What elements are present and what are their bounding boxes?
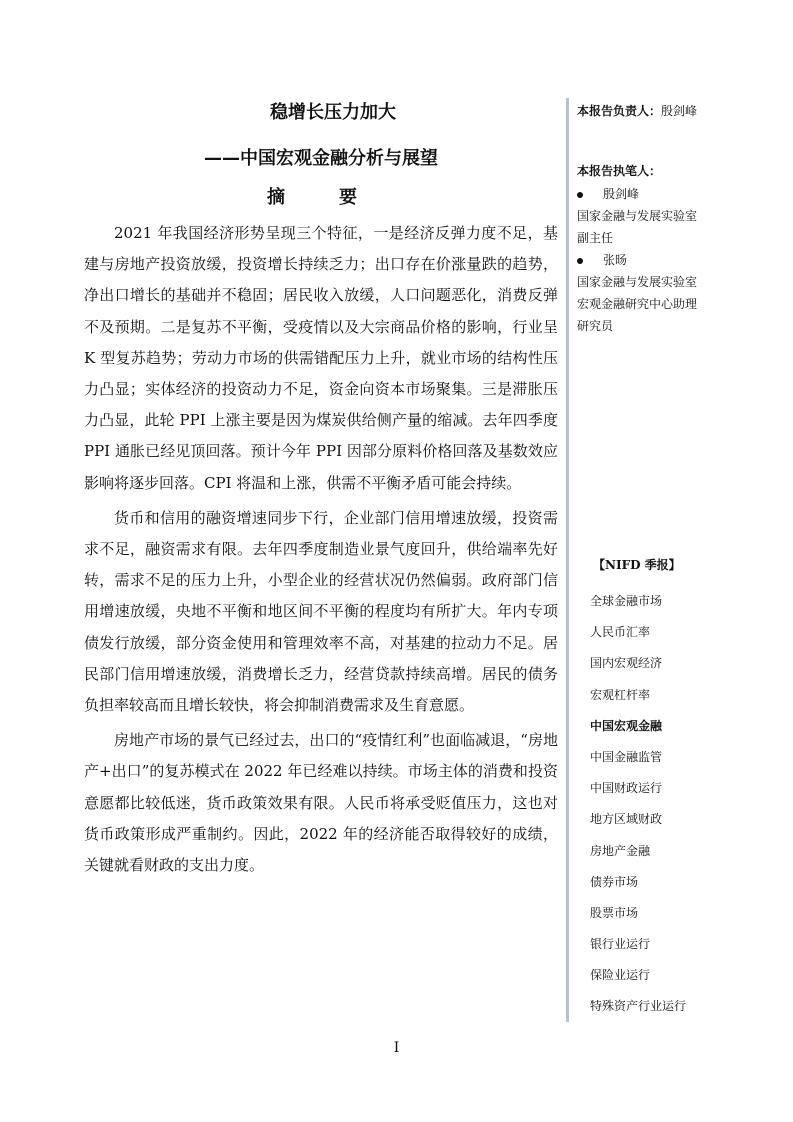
series-item-rmb-exchange-rate: 人民币汇率 — [590, 625, 651, 640]
page-number: I — [393, 1040, 400, 1056]
author-2-name: 张旸 — [603, 253, 628, 267]
series-item-insurance-operation: 保险业运行 — [590, 968, 651, 983]
series-item-bond-market: 债券市场 — [590, 874, 639, 889]
series-item-local-regional-finance: 地方区域财政 — [590, 812, 663, 827]
responsible-label: 本报告负责人： — [577, 104, 662, 118]
series-item-financial-regulation: 中国金融监管 — [590, 749, 663, 764]
series-item-special-assets: 特殊资产行业运行 — [590, 999, 687, 1014]
author-1-title-line-1: 国家金融与发展实验室 — [577, 209, 698, 223]
series-item-domestic-macro-economy: 国内宏观经济 — [590, 656, 663, 671]
bullet-icon — [577, 258, 583, 264]
series-heading: 【NIFD 季报】 — [593, 558, 681, 572]
author-1-name: 殷剑峰 — [603, 187, 640, 201]
series-item-fiscal-operation: 中国财政运行 — [590, 781, 663, 796]
series-item-china-macro-finance: 中国宏观金融 — [590, 718, 663, 733]
series-item-global-financial-markets: 全球金融市场 — [590, 594, 663, 608]
sidebar-credits — [577, 100, 777, 337]
author-2-title-line-1: 国家金融与发展实验室 — [577, 275, 698, 289]
author-2-title-line-3: 研究员 — [577, 319, 614, 333]
author-2-name-line — [577, 249, 777, 271]
main-column — [84, 98, 558, 881]
series-nav — [590, 555, 780, 1023]
author-1-title-line-2: 副主任 — [577, 231, 614, 245]
responsible-line — [577, 100, 777, 122]
series-item-banking-operation: 银行业运行 — [590, 937, 651, 952]
responsible-name: 殷剑峰 — [661, 104, 698, 118]
report-title: 稳增长压力加大 — [270, 102, 396, 123]
abstract-heading: 摘 要 — [267, 187, 375, 208]
abstract-paragraph-2: 货币和信用的融资增速同步下行，企业部门信用增速放缓，投资需求不足，融资需求有限。去年四季度制造业景气度回升，供给端率先好转，需求不足的压力上升，小型企业的经营状况仍然偏弱。政府部门信用增速放缓，央地不平衡和地区间不平衡的程度均有所扩大。年内专项债发行放缓，部分资金使用和管理效率不高，对基建的拉动力不足。居民部门信用增速放缓，消费增长乏力，经营贷款持续高增。居民的债务负担率较高而且增长较快，将会抑制消费需求及生育意愿。 — [84, 508, 558, 715]
series-item-stock-market: 股票市场 — [590, 905, 639, 920]
abstract-paragraph-1: 2021 年我国经济形势呈现三个特征，一是经济反弹力度不足，基建与房地产投资放缓，投资增长持续乏力；出口存在价涨量跌的趋势，净出口增长的基础并不稳固；居民收入放缓，人口问题恶化，消费反弹不及预期。二是复苏不平衡，受疫情以及大宗商品价格的影响，行业呈 K 型复苏趋势；劳动力市场的供需错配压力上升，就业市场的结构性压力凸显；实体经济的投资动力不足，资金向资本市场聚集。三是滞胀压力凸显，此轮 PPI 上涨主要是因为煤炭供给侧产量的缩减。去年四季度 PPI 通胀已经见顶回落。预计今年 PPI 因部分原料价格回落及基数效应影响将逐步回落。CPI 将温和上涨，供需不平衡矛盾可能会持续。 — [84, 224, 558, 492]
author-2-title-line-2: 宏观金融研究中心助理 — [577, 297, 698, 311]
author-1-name-line — [577, 183, 777, 205]
sidebar-divider — [566, 98, 569, 1022]
series-item-macro-leverage: 宏观杠杆率 — [590, 687, 651, 702]
authors-label: 本报告执笔人： — [577, 164, 662, 178]
series-item-real-estate-finance: 房地产金融 — [590, 843, 651, 858]
bullet-icon — [577, 192, 583, 198]
abstract-paragraph-3: 房地产市场的景气已经过去，出口的“疫情红利”也面临减退，“房地产+出口”的复苏模式在 2022 年已经难以持续。市场主体的消费和投资意愿都比较低迷，货币政策效果有限。人民币将承受贬值压力，这也对货币政策形成严重制约。因此，2022 年的经济能否取得较好的成绩，关键就看财政的支出力度。 — [84, 731, 558, 875]
series-list — [590, 586, 780, 1023]
report-subtitle: ——中国宏观金融分析与展望 — [204, 148, 438, 169]
